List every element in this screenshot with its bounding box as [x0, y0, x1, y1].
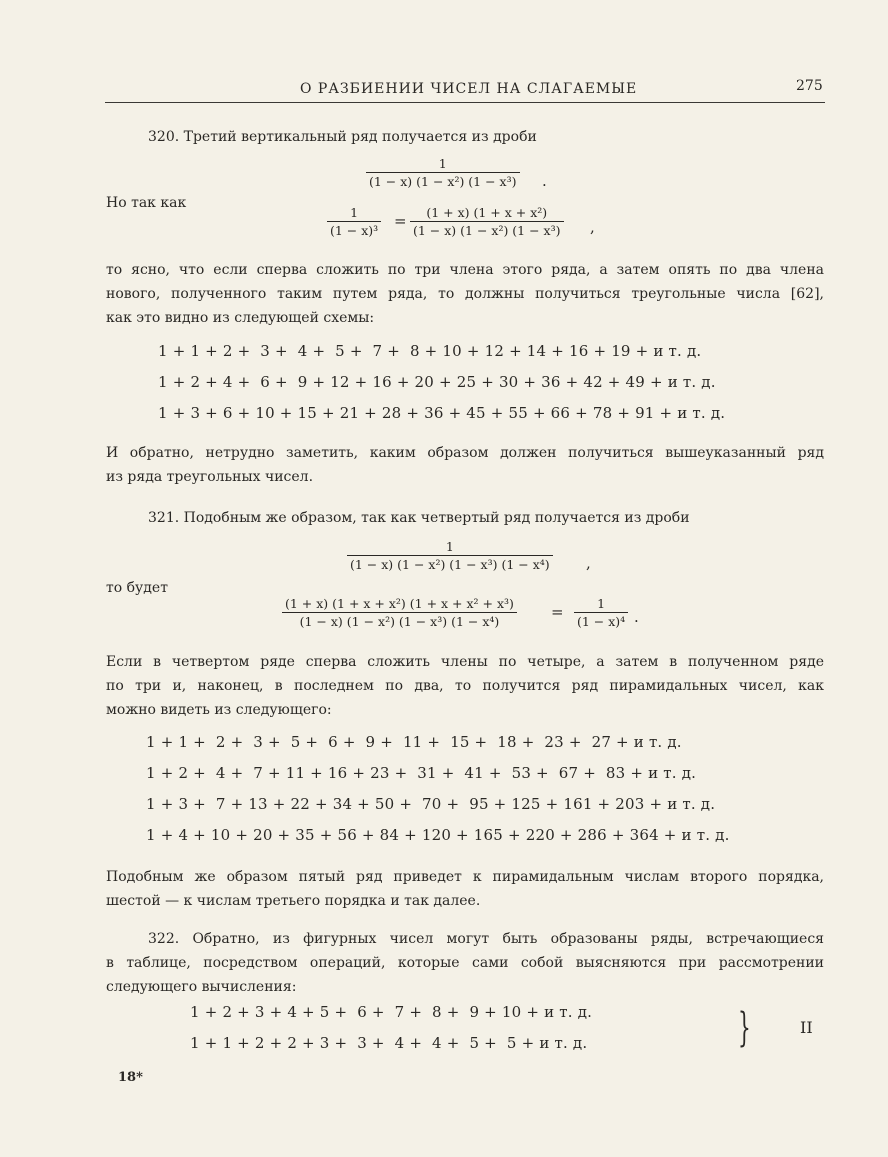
fraction-numerator: (1 + x) (1 + x + x²): [426, 205, 548, 220]
sec322-line: в таблице, посредством операций, которые сами собой выясняются при рассмотрении: [106, 955, 824, 971]
sec320-series-row: 1 + 3 + 6 + 10 + 15 + 21 + 28 + 36 + 45 + 55 + 66 + 78 + 91 + и т. д.: [158, 404, 726, 422]
sec322-series-row: 1 + 1 + 2 + 2 + 3 + 3 + 4 + 4 + 5 + 5 + и т. д.: [190, 1034, 588, 1052]
signature-mark: 18*: [118, 1070, 143, 1085]
sec321-para-line: по три и, наконец, в последнем по два, то получится ряд пирамидальных чисел, как: [106, 678, 824, 694]
sec320-fraction-1: [366, 156, 520, 190]
sec320-closing-last: из ряда треугольных чисел.: [106, 469, 314, 485]
header-rule: [105, 102, 825, 103]
sec322-series-row: 1 + 2 + 3 + 4 + 5 + 6 + 7 + 8 + 9 + 10 + и т. д.: [190, 1003, 593, 1021]
sec322-last: следующего вычисления:: [106, 979, 297, 995]
sec321-closing-line: Подобным же образом пятый ряд приведет к пирамидальным числам второго порядка,: [106, 869, 824, 885]
sec321-fraction-1: [347, 539, 553, 573]
fraction-numerator: 1: [350, 205, 359, 220]
page-number: 275: [796, 78, 823, 94]
sec320-para-line: то ясно, что если сперва сложить по три члена этого ряда, а затем опять по два члена: [106, 262, 824, 278]
punctuation: ,: [586, 554, 591, 572]
sec321-para-line: Если в четвертом ряде сперва сложить члены по четыре, а затем в полученном ряде: [106, 654, 824, 670]
sec320-fraction-rhs: [410, 205, 564, 239]
sec322-line: 322. Обратно, из фигурных чисел могут быть образованы ряды, встречающиеся: [148, 931, 824, 947]
running-header: [0, 78, 888, 106]
fraction-numerator: 1: [445, 539, 454, 554]
sec320-para-last: как это видно из следующей схемы:: [106, 310, 375, 326]
fraction-denominator: (1 − x)³: [327, 221, 381, 239]
sec321-series-row: 1 + 3 + 7 + 13 + 22 + 34 + 50 + 70 + 95 + 125 + 161 + 203 + и т. д.: [146, 795, 716, 813]
sec321-series-row: 1 + 2 + 4 + 7 + 11 + 16 + 23 + 31 + 41 + 53 + 67 + 83 + и т. д.: [146, 764, 697, 782]
punctuation: .: [542, 172, 547, 190]
fraction-denominator: (1 − x) (1 − x²) (1 − x³) (1 − x⁴): [347, 555, 553, 573]
sec320-para-line: нового, полученного таким путем ряда, то должны получиться треугольные числа [62],: [106, 286, 824, 302]
sec320-fraction-lhs: [327, 205, 381, 239]
fraction-numerator: 1: [597, 596, 606, 611]
punctuation: ,: [590, 218, 595, 236]
sec320-intro: 320. Третий вертикальный ряд получается из дроби: [148, 129, 537, 145]
sec321-intro: 321. Подобным же образом, так как четвертый ряд получается из дроби: [148, 510, 690, 526]
sec320-series-row: 1 + 2 + 4 + 6 + 9 + 12 + 16 + 20 + 25 + 30 + 36 + 42 + 49 + и т. д.: [158, 373, 716, 391]
equals-sign: =: [551, 603, 564, 621]
right-brace: }: [738, 1005, 751, 1051]
sec321-fraction-lhs: [282, 596, 517, 630]
equals-sign: =: [394, 212, 407, 230]
fraction-denominator: (1 − x) (1 − x²) (1 − x³): [366, 172, 520, 190]
fraction-denominator: (1 − x) (1 − x²) (1 − x³) (1 − x⁴): [282, 612, 517, 630]
fraction-denominator: (1 − x)⁴: [574, 612, 628, 630]
series-label: II: [800, 1018, 813, 1037]
sec321-fraction-rhs: [574, 596, 628, 630]
sec321-series-row: 1 + 4 + 10 + 20 + 35 + 56 + 84 + 120 + 165 + 220 + 286 + 364 + и т. д.: [146, 826, 730, 844]
sec321-closing-last: шестой — к числам третьего порядка и так далее.: [106, 893, 481, 909]
sec320-closing-line: И обратно, нетрудно заметить, каким образом должен получиться вышеуказанный ряд: [106, 445, 824, 461]
fraction-numerator: (1 + x) (1 + x + x²) (1 + x + x² + x³): [285, 596, 514, 611]
sec321-then: то будет: [106, 580, 168, 596]
sec320-series-row: 1 + 1 + 2 + 3 + 4 + 5 + 7 + 8 + 10 + 12 + 14 + 16 + 19 + и т. д.: [158, 342, 702, 360]
punctuation: .: [634, 608, 639, 626]
sec321-series-row: 1 + 1 + 2 + 3 + 5 + 6 + 9 + 11 + 15 + 18 + 23 + 27 + и т. д.: [146, 733, 682, 751]
sec321-para-last: можно видеть из следующего:: [106, 702, 332, 718]
fraction-numerator: 1: [438, 156, 447, 171]
fraction-denominator: (1 − x) (1 − x²) (1 − x³): [410, 221, 564, 239]
sec320-but-since: Но так как: [106, 195, 187, 211]
chapter-title: О РАЗБИЕНИИ ЧИСЕЛ НА СЛАГАЕМЫЕ: [300, 81, 638, 97]
